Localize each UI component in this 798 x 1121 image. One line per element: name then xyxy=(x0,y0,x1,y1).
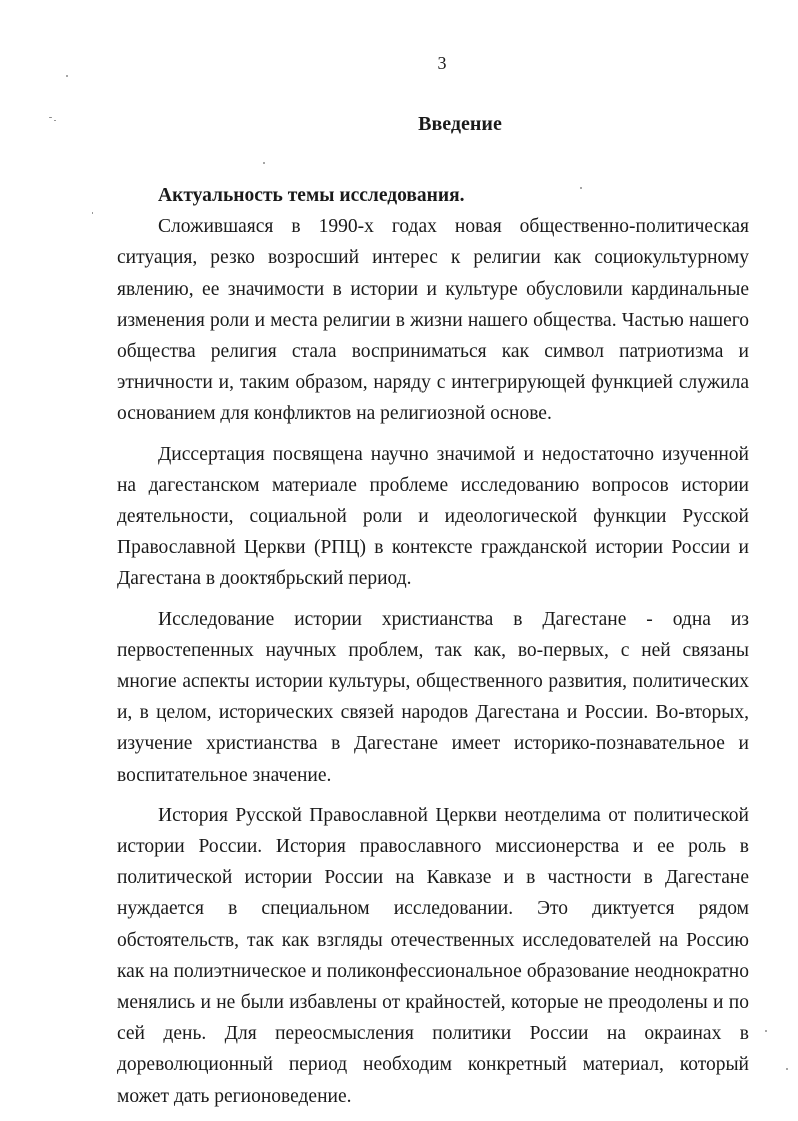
section-heading: Актуальность темы исследования. xyxy=(158,185,465,206)
scan-speck xyxy=(765,1030,767,1032)
scan-speck xyxy=(54,120,56,121)
scan-speck xyxy=(49,117,52,118)
scan-speck xyxy=(92,212,93,214)
body-text xyxy=(117,180,749,1121)
paragraph: Исследование истории христианства в Дагестане - одна из первостепенных научных проблем, так как, во-первых, с ней связаны многие аспекты истории культуры, общественного развития, политических и, в целом, исторических связей народов Дагестана и России. Во-вторых, изучение христианства в Дагестане имеет историко-познавательное и воспитательное значение. xyxy=(117,608,749,786)
scan-speck xyxy=(263,162,265,164)
page-title: Введение xyxy=(418,113,502,135)
paragraph: Сложившаяся в 1990-х годах новая общественно-политическая ситуация, резко возросший интерес к религии как социокультурному явлению, ее значимости в истории и культуре обусловили кардинальные изменения роли и места религии в жизни нашего общества. Частью нашего общества религия стала восприниматься как символ патриотизма и этничности и, таким образом, наряду с интегрирующей функцией служила основанием для конфликтов на религиозной основе. xyxy=(117,216,749,425)
scan-speck xyxy=(66,75,68,77)
scan-speck xyxy=(786,1068,788,1070)
paragraph: Диссертация посвящена научно значимой и недостаточно изученной на дагестанском материале проблеме исследованию вопросов истории деятельности, социальной роли и идеологической функции Русской Православной Церкви (РПЦ) в контексте гражданской истории России и Дагестана в дооктябрьский период. xyxy=(117,443,749,590)
paragraph: История Русской Православной Церкви неотделима от политической истории России. История православного миссионерства и ее роль в политической истории России на Кавказе и в частности в Дагестане нуждается в специальном исследовании. Это диктуется рядом обстоятельств, так как взгляды отечественных исследователей на Россию как на полиэтническое и поликонфессиональное образование неоднократно менялись и не были избавлены от крайностей, которые не преодолены и по сей день. Для переосмысления политики России на окраинах в дореволюционный период необходим конкретный материал, который может дать регионоведение. xyxy=(117,804,749,1107)
page-number: 3 xyxy=(437,53,447,73)
scan-speck xyxy=(580,187,582,189)
